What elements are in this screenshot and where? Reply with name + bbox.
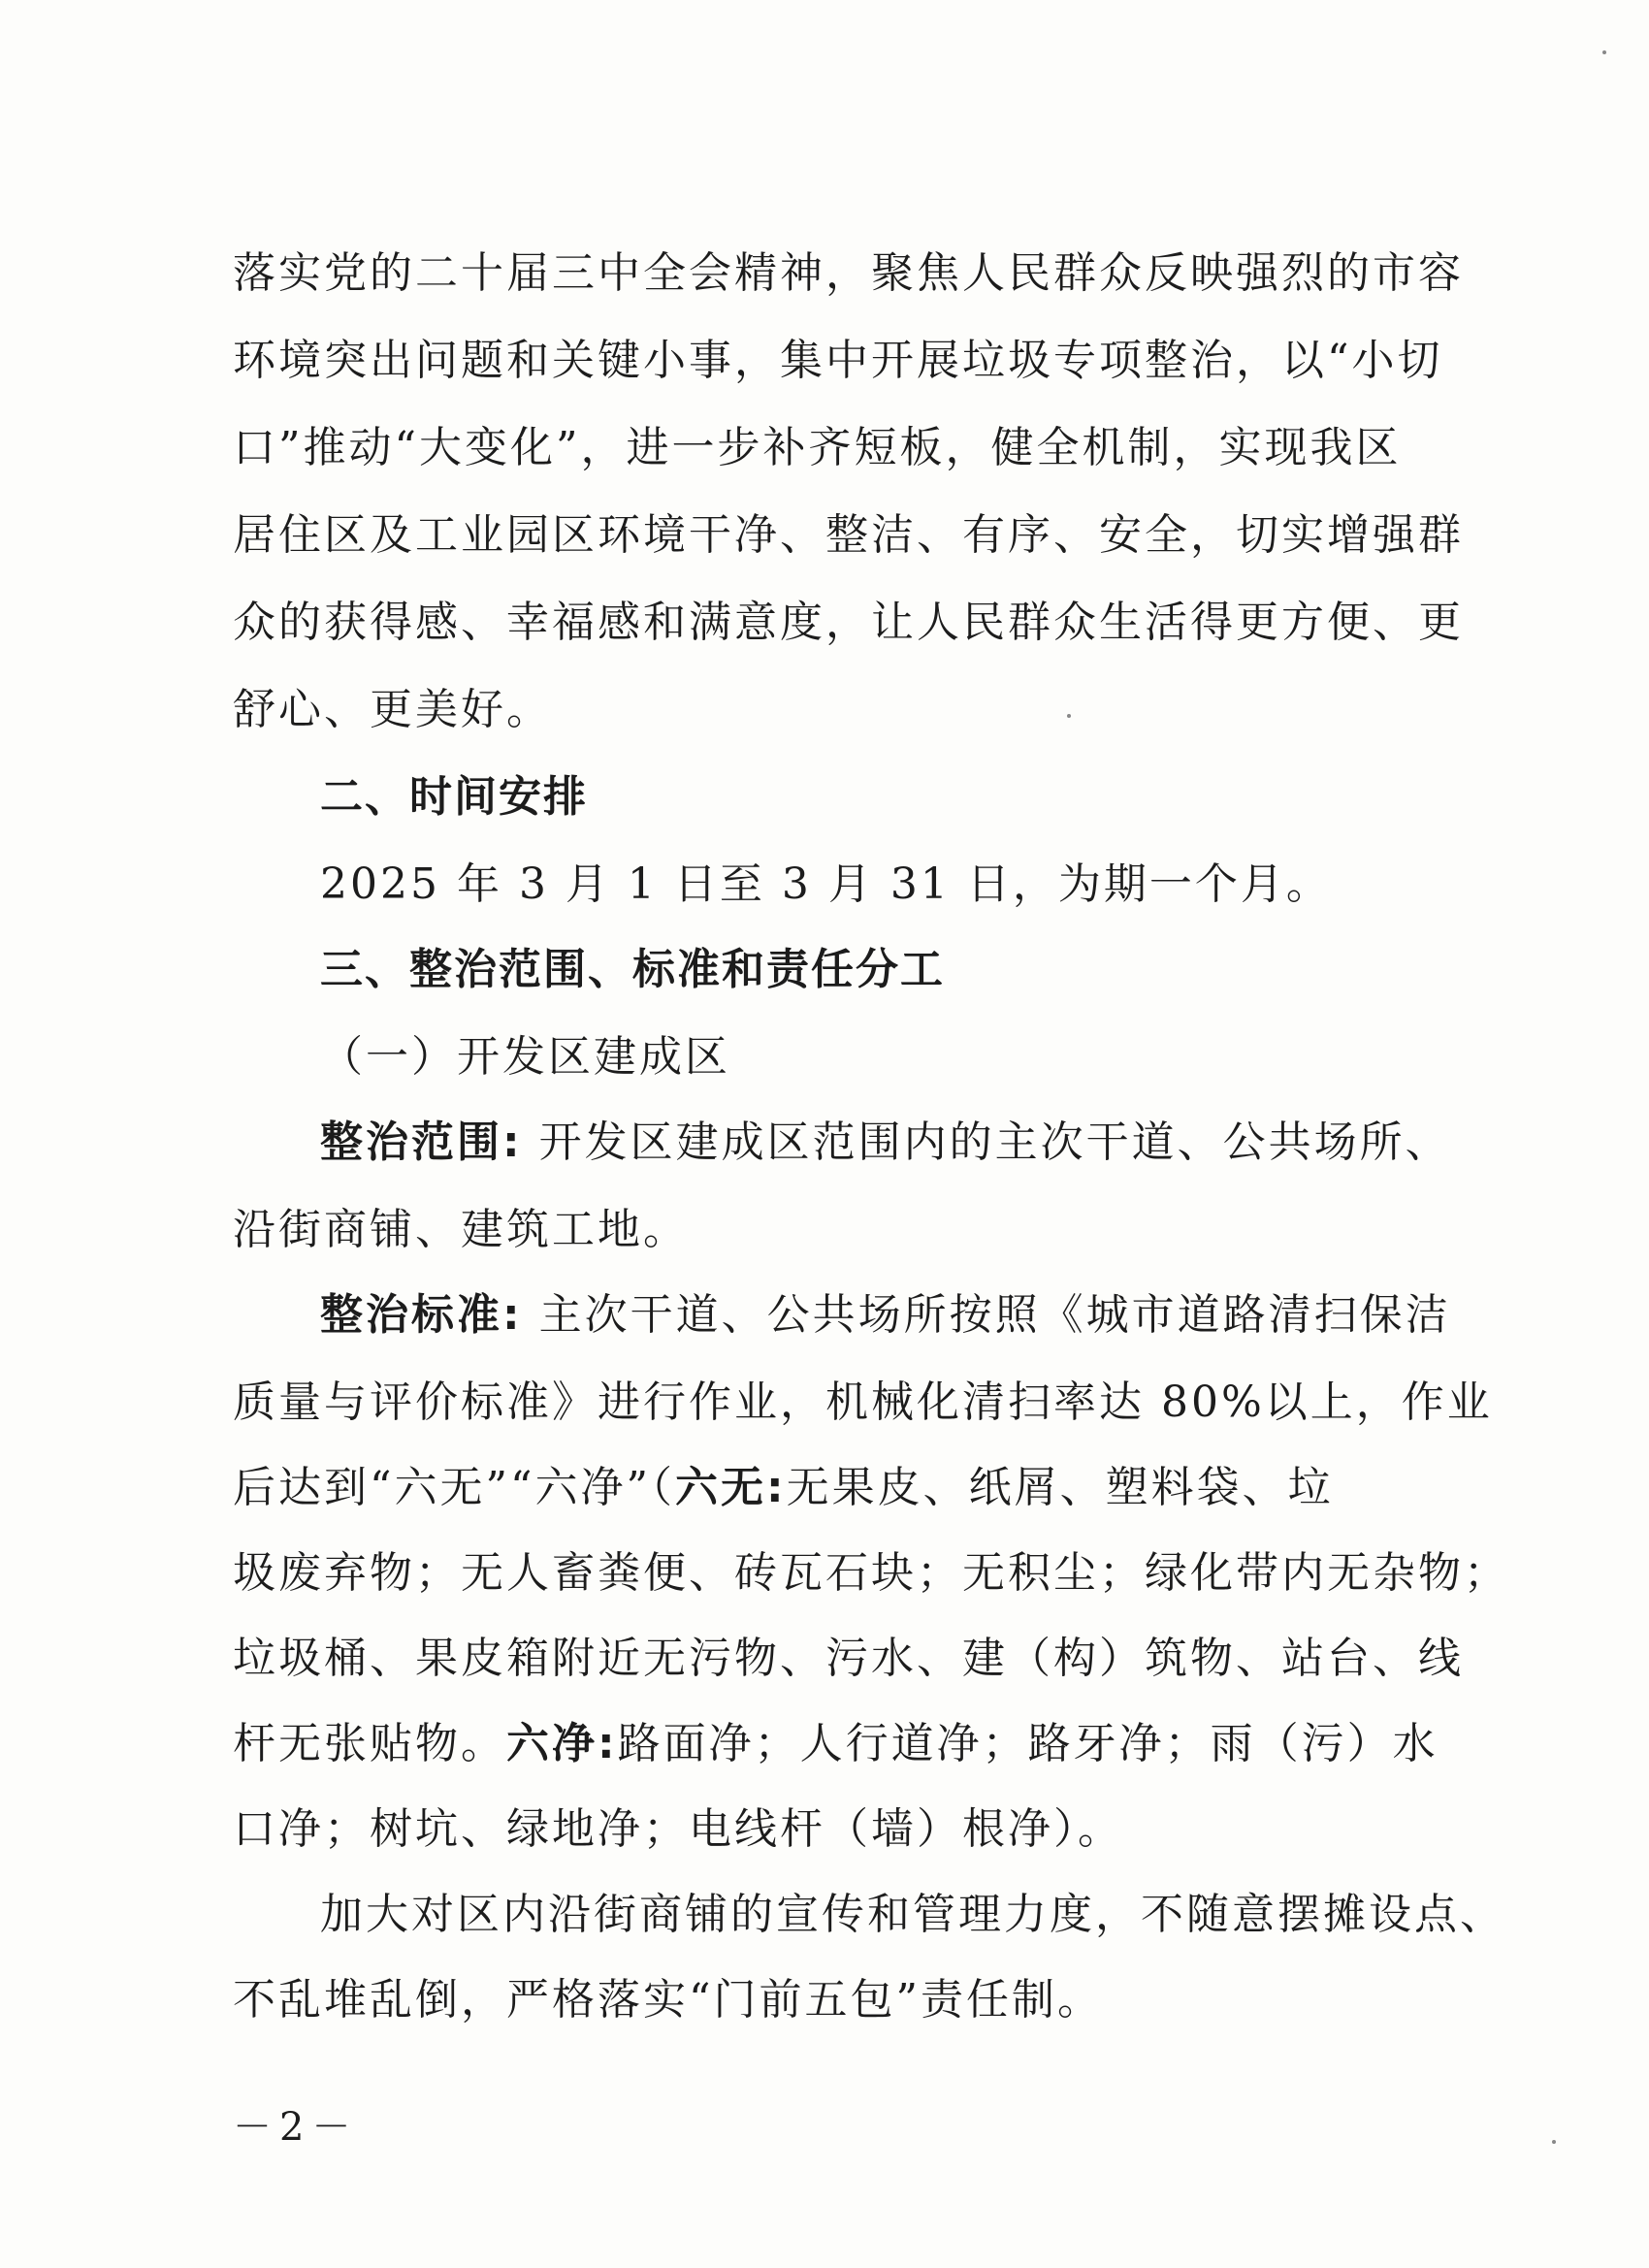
subheading-dev-zone: （一）开发区建成区 bbox=[320, 1032, 730, 1082]
scope-text-1: 开发区建成区范围内的主次干道、公共场所、 bbox=[538, 1118, 1451, 1167]
shop-line-1: 加大对区内沿街商铺的宣传和管理力度，不随意摆摊设点、 bbox=[320, 1890, 1505, 1939]
six-clean-label: 六净: bbox=[506, 1719, 618, 1768]
scan-speck bbox=[1602, 50, 1606, 54]
time-arrangement-text: 2025 年 3 月 1 日至 3 月 31 日，为期一个月。 bbox=[320, 859, 1332, 909]
standard-text-1: 主次干道、公共场所按照《城市道路清扫保洁 bbox=[538, 1290, 1451, 1340]
standard-line-3 bbox=[233, 1459, 1334, 1517]
standard-label: 整治标准: bbox=[320, 1290, 523, 1340]
standard-text-6-pre: 杆无张贴物。 bbox=[233, 1719, 506, 1768]
standard-line-5: 垃圾桶、果皮箱附近无污物、污水、建（构）筑物、站台、线 bbox=[233, 1634, 1464, 1683]
standard-line-6 bbox=[233, 1715, 1439, 1773]
intro-line-6: 舒心、更美好。 bbox=[233, 685, 552, 734]
scope-line-2: 沿街商铺、建筑工地。 bbox=[233, 1205, 689, 1254]
shop-line-2: 不乱堆乱倒，严格落实“门前五包”责任制。 bbox=[233, 1975, 1103, 2025]
intro-line-1: 落实党的二十届三中全会精神，聚焦人民群众反映强烈的市容 bbox=[233, 248, 1464, 298]
standard-text-3-pre: 后达到“六无”“六净”（ bbox=[233, 1463, 675, 1512]
intro-line-5: 众的获得感、幸福感和满意度，让人民群众生活得更方便、更 bbox=[233, 598, 1464, 647]
standard-line-4: 圾废弃物；无人畜粪便、砖瓦石块；无积尘；绿化带内无杂物； bbox=[233, 1548, 1509, 1598]
scope-line-1 bbox=[320, 1114, 1451, 1172]
scan-speck bbox=[1067, 714, 1071, 718]
heading-scope-standard: 三、整治范围、标准和责任分工 bbox=[320, 945, 945, 994]
heading-time-arrangement: 二、时间安排 bbox=[320, 772, 588, 822]
standard-text-3-post: 无果皮、纸屑、塑料袋、垃 bbox=[786, 1463, 1334, 1512]
intro-line-4: 居住区及工业园区环境干净、整洁、有序、安全，切实增强群 bbox=[233, 510, 1464, 560]
standard-line-7: 口净；树坑、绿地净；电线杆（墙）根净）。 bbox=[233, 1804, 1123, 1854]
intro-line-3: 口”推动“大变化”，进一步补齐短板，健全机制，实现我区 bbox=[233, 423, 1402, 472]
intro-line-2: 环境突出问题和关键小事，集中开展垃圾专项整治，以“小切 bbox=[233, 336, 1443, 385]
standard-text-6-post: 路面净；人行道净；路牙净；雨（污）水 bbox=[617, 1719, 1439, 1768]
standard-line-1 bbox=[320, 1286, 1451, 1345]
standard-line-2: 质量与评价标准》进行作业，机械化清扫率达 80%以上，作业 bbox=[233, 1377, 1493, 1427]
scope-label: 整治范围: bbox=[320, 1118, 523, 1167]
scan-speck bbox=[1552, 2140, 1556, 2144]
six-none-label: 六无: bbox=[674, 1463, 787, 1512]
page-number: －2－ bbox=[233, 2105, 359, 2150]
